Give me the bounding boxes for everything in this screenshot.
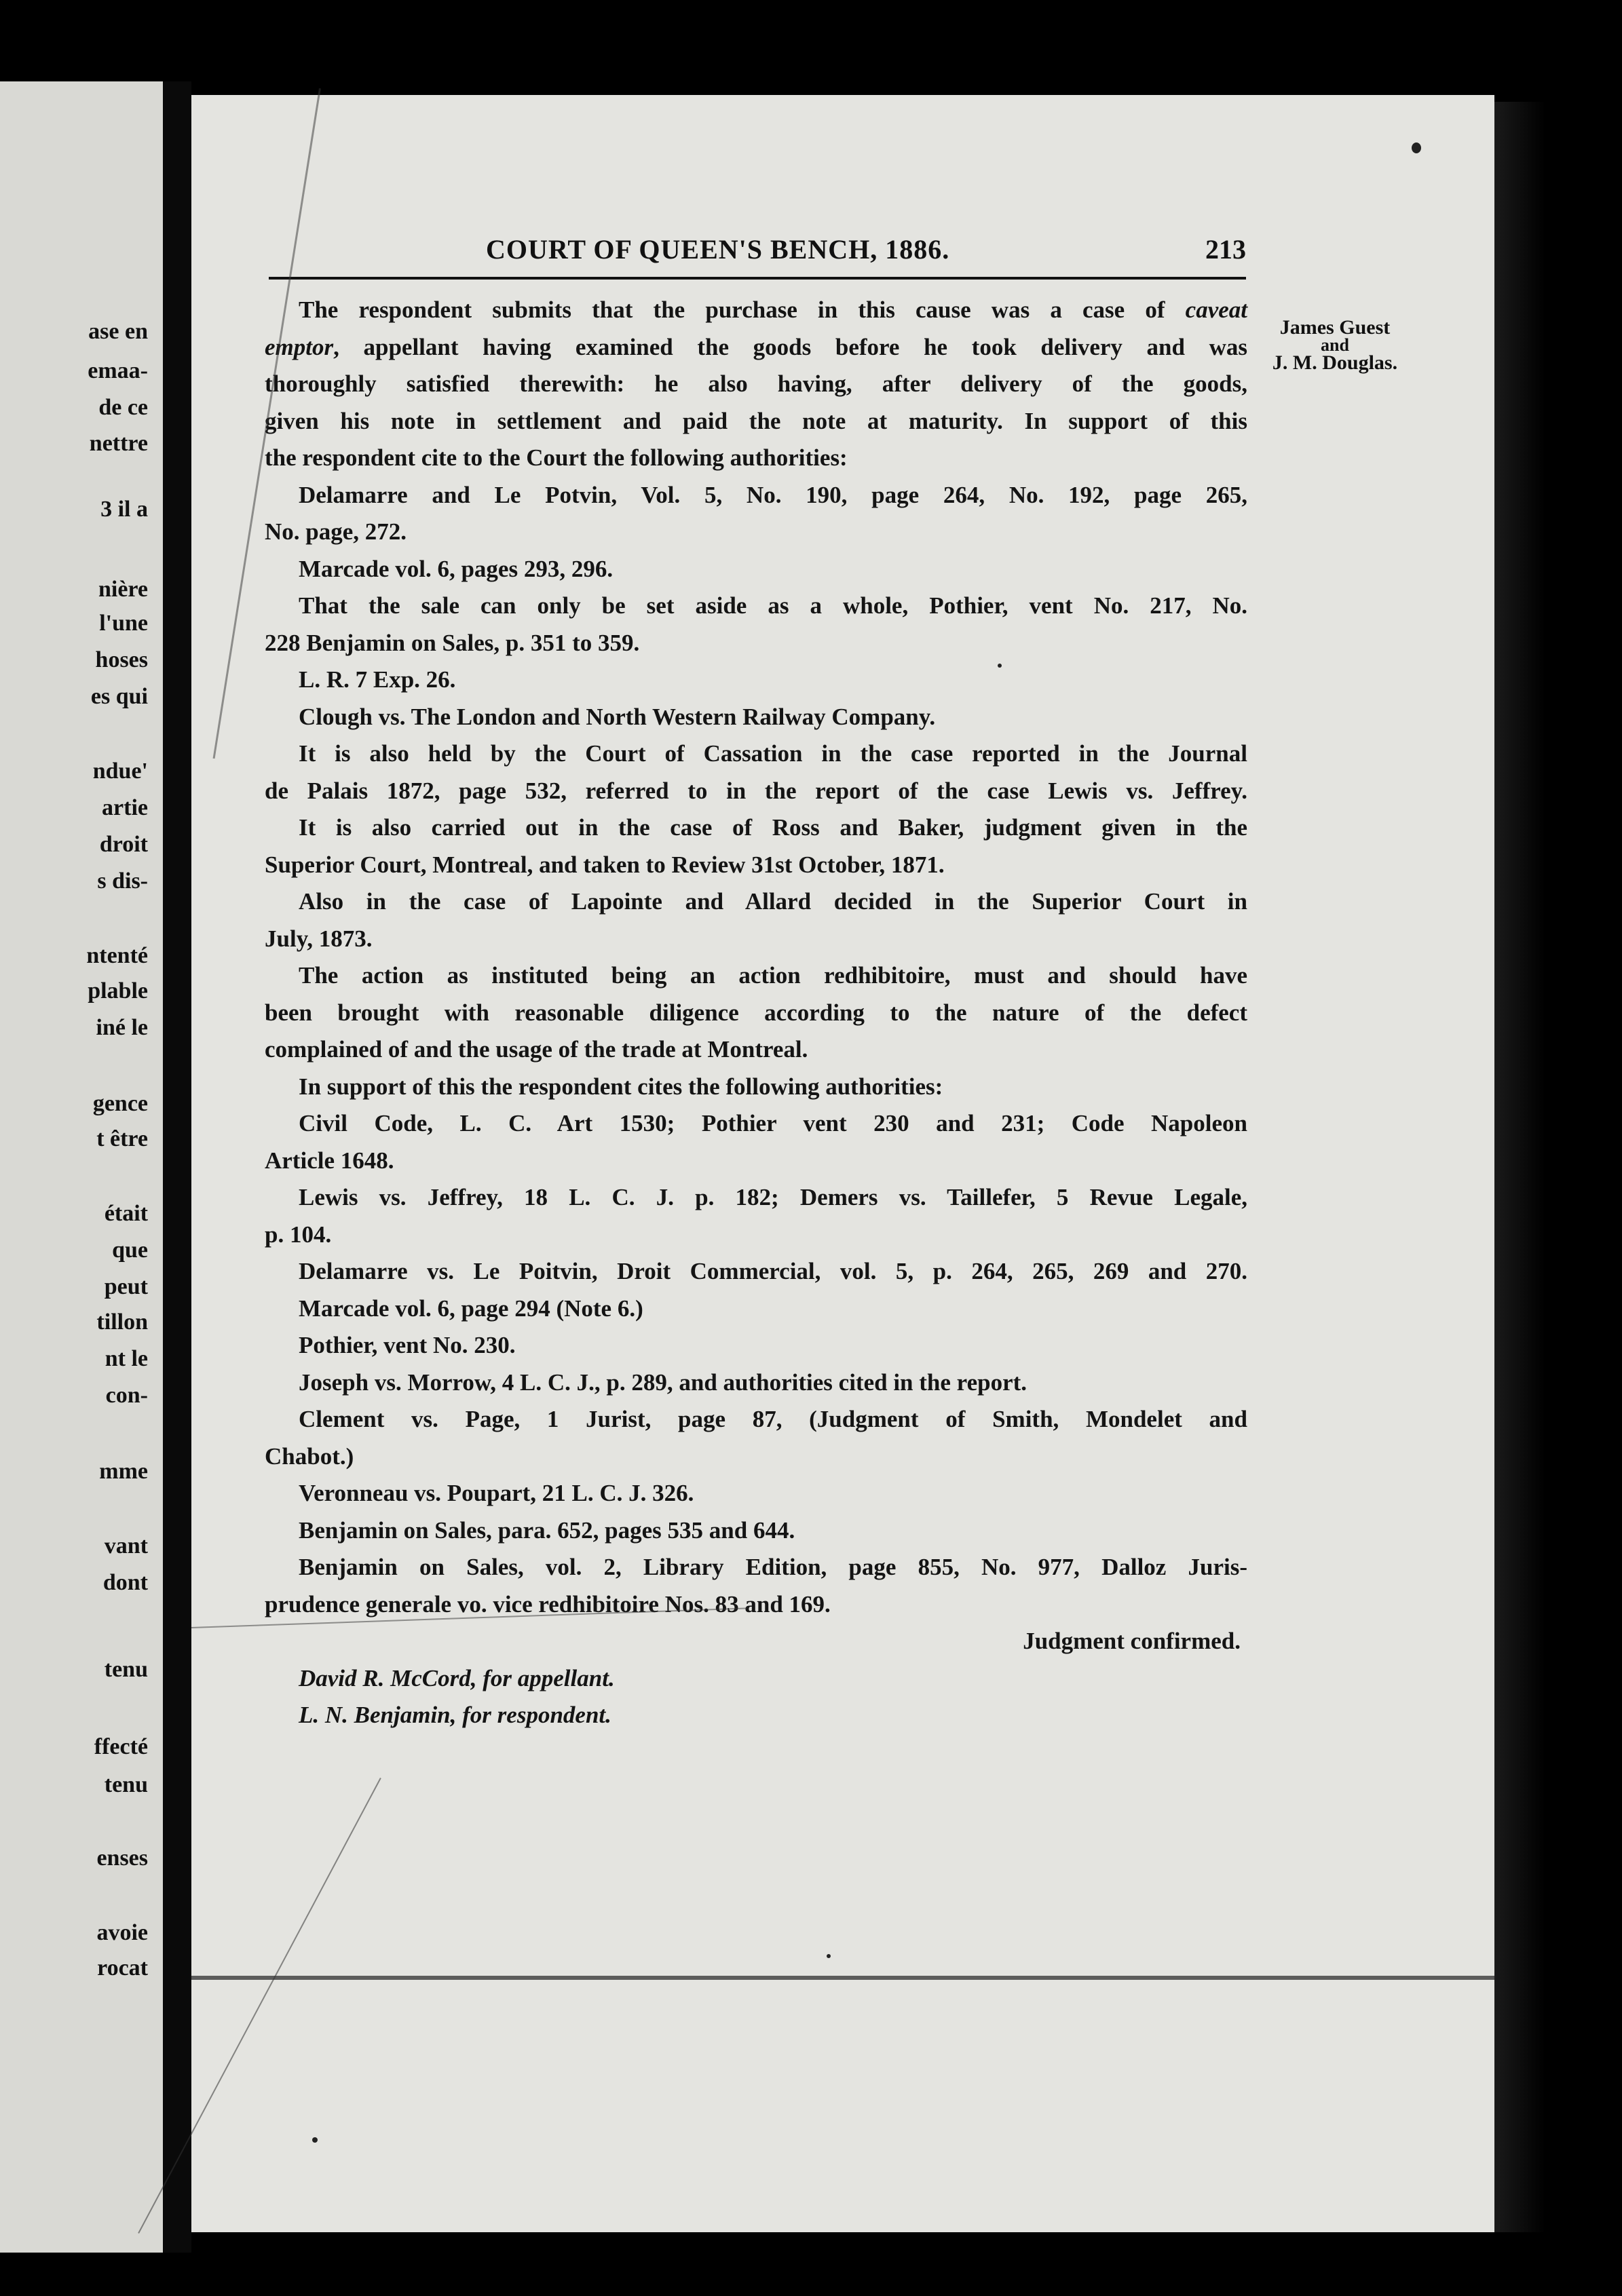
text-line: been brought with reasonable diligence according to the nature of the defect xyxy=(265,999,1247,1026)
left-fragment: 3 il a xyxy=(100,497,148,522)
text-line: complained of and the usage of the trade at Montreal. xyxy=(265,1036,808,1063)
text-line: Veronneau vs. Poupart, 21 L. C. J. 326. xyxy=(299,1480,694,1506)
text-line: It is also carried out in the case of Ross and Baker, judgment given in the xyxy=(299,814,1247,841)
text-line: Marcade vol. 6, pages 293, 296. xyxy=(299,555,614,582)
left-fragment: droit xyxy=(99,832,148,857)
text-line: The respondent submits that the purchase in this cause was a case of caveat xyxy=(299,296,1247,323)
left-fragment: ase en xyxy=(88,319,148,344)
text-line: Lewis vs. Jeffrey, 18 L. C. J. p. 182; Demers vs. Taillefer, 5 Revue Legale, xyxy=(299,1184,1247,1210)
counsel-appellant: David R. McCord, for appellant. xyxy=(299,1664,615,1691)
page-fold-line xyxy=(191,1976,1494,1980)
page-edge-shadow xyxy=(1494,102,1622,2232)
text-line: Benjamin on Sales, para. 652, pages 535 and 644. xyxy=(299,1516,795,1544)
text-line: Benjamin on Sales, vol. 2, Library Edition, page 855, No. 977, Dalloz Juris- xyxy=(299,1554,1247,1580)
text-line: Civil Code, L. C. Art 1530; Pothier vent 230 and 231; Code Napoleon xyxy=(299,1110,1247,1136)
running-header xyxy=(269,224,1253,271)
left-fragment: de ce xyxy=(98,395,148,420)
page-number: 213 xyxy=(1205,234,1246,265)
left-fragment: gence xyxy=(92,1091,148,1116)
text-line: Clough vs. The London and North Western Railway Company. xyxy=(299,703,936,730)
left-fragment: peut xyxy=(104,1274,148,1299)
text-line: Also in the case of Lapointe and Allard decided in the Superior Court in xyxy=(299,888,1247,915)
text-line: emptor, appellant having examined the goods before he took delivery and was xyxy=(265,333,1247,360)
text-line: thoroughly satisfied therewith: he also having, after delivery of the goods, xyxy=(265,370,1247,397)
text-line: 228 Benjamin on Sales, p. 351 to 359. xyxy=(265,629,640,656)
side-note-line: J. M. Douglas. xyxy=(1272,351,1398,374)
judgment-line: Judgment confirmed. xyxy=(1023,1628,1241,1654)
left-fragment: nière xyxy=(98,577,148,602)
left-fragment: ntenté xyxy=(86,943,148,968)
text-line: given his note in settlement and paid the note at maturity. In support of this xyxy=(265,407,1247,434)
left-fragment: emaa- xyxy=(88,358,148,383)
text-line: L. R. 7 Exp. 26. xyxy=(299,666,456,693)
side-note-line: and xyxy=(1321,335,1349,355)
case-side-note xyxy=(1257,318,1413,373)
left-fragment: que xyxy=(112,1238,148,1263)
counsel-respondent: L. N. Benjamin, for respondent. xyxy=(299,1702,611,1728)
scan-speck xyxy=(312,2137,318,2143)
text-line: No. page, 272. xyxy=(265,518,407,545)
text-line: Delamarre and Le Potvin, Vol. 5, No. 190, page 264, No. 192, page 265, xyxy=(299,481,1247,508)
left-fragment: dont xyxy=(102,1570,148,1595)
left-fragment: ffecté xyxy=(94,1734,148,1759)
text-line: Marcade vol. 6, page 294 (Note 6.) xyxy=(299,1295,643,1322)
left-fragment: hoses xyxy=(95,647,148,672)
left-fragment: iné le xyxy=(96,1015,148,1040)
scan-speck xyxy=(827,1954,831,1958)
left-fragment: était xyxy=(104,1201,148,1226)
left-fragment: plable xyxy=(88,978,148,1003)
text-line: p. 104. xyxy=(265,1221,332,1248)
left-fragment: tenu xyxy=(104,1772,148,1797)
left-fragment: avoie xyxy=(96,1920,148,1945)
left-fragment: tenu xyxy=(104,1657,148,1682)
left-fragment: nettre xyxy=(89,431,148,456)
text-line: Superior Court, Montreal, and taken to Review 31st October, 1871. xyxy=(265,851,945,878)
scan-speck xyxy=(998,664,1002,668)
left-page-margin xyxy=(0,81,163,2253)
left-fragment: l'une xyxy=(99,611,148,636)
left-fragment: nt le xyxy=(105,1346,148,1371)
text-line: the respondent cite to the Court the following authorities: xyxy=(265,444,848,471)
left-fragment: ndue' xyxy=(92,759,148,784)
left-fragment: mme xyxy=(99,1459,148,1484)
side-note-line: James Guest xyxy=(1279,316,1391,339)
left-fragment: rocat xyxy=(97,1955,148,1981)
left-fragment: vant xyxy=(104,1533,148,1558)
text-line: Pothier, vent No. 230. xyxy=(299,1332,516,1358)
left-fragment: tillon xyxy=(96,1309,148,1335)
left-fragment: t être xyxy=(96,1126,148,1151)
text-line: Chabot.) xyxy=(265,1442,354,1470)
header-rule xyxy=(269,277,1246,280)
text-line: Article 1648. xyxy=(265,1147,394,1174)
text-line: It is also held by the Court of Cassation in the case reported in the Journal xyxy=(299,740,1247,767)
book-gutter xyxy=(163,81,191,2253)
left-fragment: con- xyxy=(105,1383,148,1408)
running-title: COURT OF QUEEN'S BENCH, 1886. xyxy=(486,234,950,265)
text-line: Clement vs. Page, 1 Jurist, page 87, (Judgment of Smith, Mondelet and xyxy=(299,1406,1247,1432)
left-fragment: s dis- xyxy=(97,868,148,894)
text-line: July, 1873. xyxy=(265,925,373,952)
left-fragment: es qui xyxy=(90,684,148,709)
text-line: de Palais 1872, page 532, referred to in the report of the case Lewis vs. Jeffrey. xyxy=(265,777,1247,804)
left-fragment: artie xyxy=(102,795,148,820)
text-line: The action as instituted being an action redhibitoire, must and should have xyxy=(299,962,1247,989)
text-line: Delamarre vs. Le Poitvin, Droit Commercial, vol. 5, p. 264, 265, 269 and 270. xyxy=(299,1258,1247,1284)
text-line: Joseph vs. Morrow, 4 L. C. J., p. 289, and authorities cited in the report. xyxy=(299,1369,1027,1396)
text-line: prudence generale vo. vice redhibitoire Nos. 83 and 169. xyxy=(265,1590,831,1618)
text-line: That the sale can only be set aside as a whole, Pothier, vent No. 217, No. xyxy=(299,592,1247,619)
scan-speck xyxy=(1412,142,1421,153)
page-body xyxy=(265,292,1247,1734)
left-fragment: enses xyxy=(96,1845,148,1871)
text-line: In support of this the respondent cites the following authorities: xyxy=(299,1073,943,1100)
